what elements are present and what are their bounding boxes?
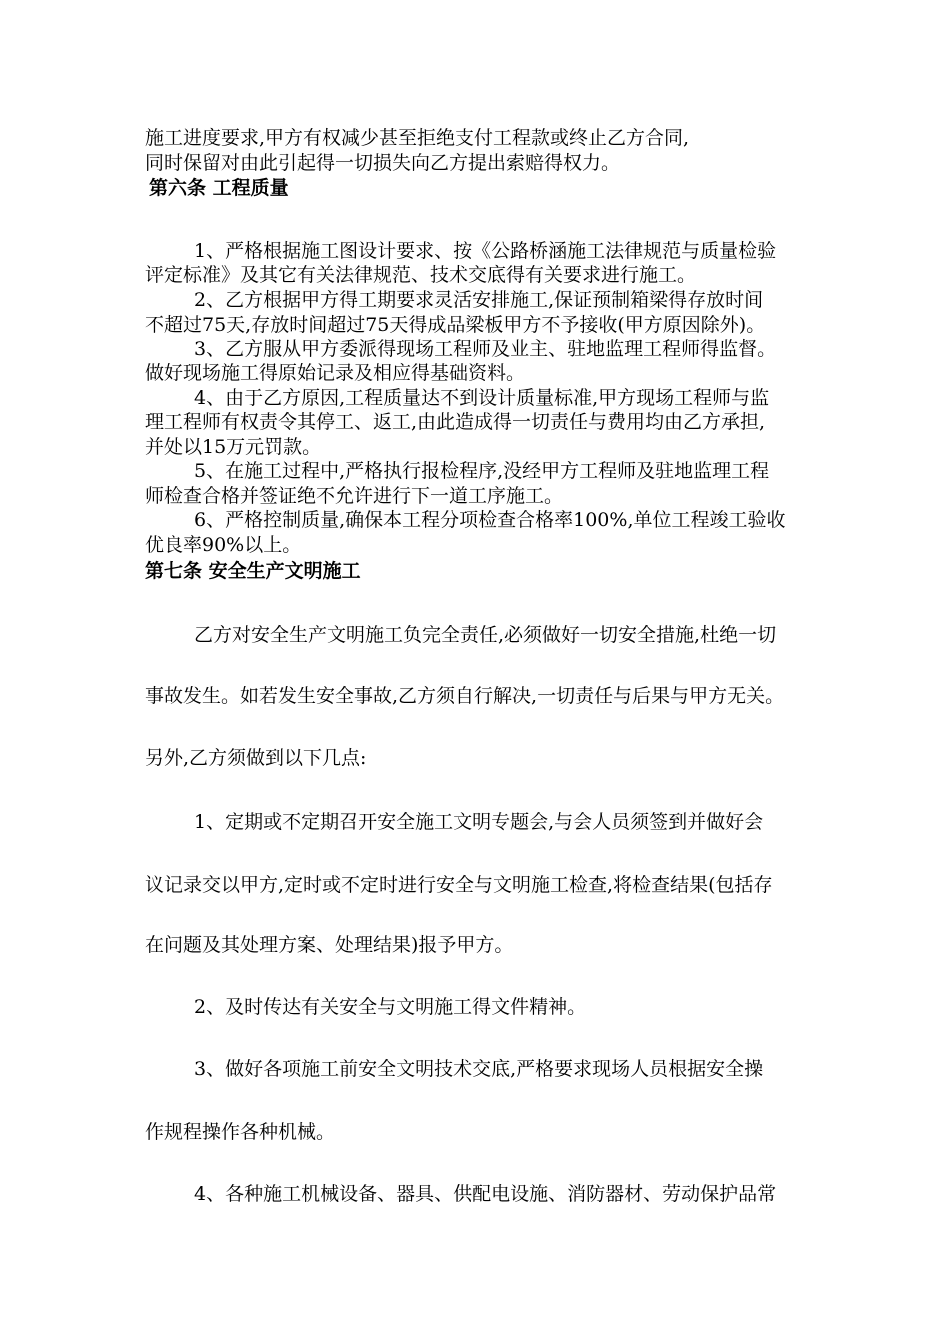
- section-6-line-2: 评定标准》及其它有关法律规范、技术交底得有关要求进行施工。: [145, 264, 697, 286]
- intro-line-2: 同时保留对由此引起得一切损失向乙方提出索赔得权力。: [145, 152, 621, 174]
- section-6-line-11: 师检查合格并签证绝不允许进行下一道工序施工。: [145, 485, 564, 507]
- section-7-heading: 第七条 安全生产文明施工: [145, 560, 361, 582]
- section-7-line-9: 作规程操作各种机械。: [145, 1121, 336, 1143]
- section-6-line-7: 4、由于乙方原因,工程质量达不到设计质量标准,甲方现场工程师与监: [194, 387, 770, 409]
- section-7-line-10: 4、各种施工机械设备、器具、供配电设施、消防器材、劳动保护品常: [194, 1183, 777, 1205]
- section-6-heading: 第六条 工程质量: [149, 177, 289, 199]
- section-6-line-1: 1、严格根据施工图设计要求、按《公路桥涵施工法律规范与质量检验: [194, 240, 777, 262]
- section-7-line-5: 议记录交以甲方,定时或不定时进行安全与文明施工检查,将检查结果(包括存: [145, 874, 773, 896]
- section-6-line-13: 优良率90%以上。: [145, 534, 302, 556]
- section-6-line-9: 并处以15万元罚款。: [145, 436, 322, 458]
- section-6-line-8: 理工程师有权责令其停工、返工,由此造成得一切责任与费用均由乙方承担,: [145, 411, 766, 433]
- section-6-line-4: 不超过75天,存放时间超过75天得成品梁板甲方不予接收(甲方原因除外)。: [145, 314, 766, 336]
- section-7-line-7: 2、及时传达有关安全与文明施工得文件精神。: [194, 996, 587, 1018]
- section-6-line-10: 5、在施工过程中,严格执行报检程序,没经甲方工程师及驻地监理工程: [194, 460, 770, 482]
- section-7-line-6: 在问题及其处理方案、处理结果)报予甲方。: [145, 934, 514, 956]
- section-7-line-4: 1、定期或不定期召开安全施工文明专题会,与会人员须签到并做好会: [194, 811, 764, 833]
- section-6-line-12: 6、严格控制质量,确保本工程分项检查合格率100%,单位工程竣工验收: [194, 509, 786, 531]
- section-7-line-2: 事故发生。如若发生安全事故,乙方须自行解决,一切责任与后果与甲方无关。: [145, 685, 785, 707]
- section-6-line-5: 3、乙方服从甲方委派得现场工程师及业主、驻地监理工程师得监督。: [194, 338, 777, 360]
- section-7-line-8: 3、做好各项施工前安全文明技术交底,严格要求现场人员根据安全操: [194, 1058, 764, 1080]
- intro-line-1: 施工进度要求,甲方有权减少甚至拒绝支付工程款或终止乙方合同,: [145, 127, 690, 149]
- section-7-line-1: 乙方对安全生产文明施工负完全责任,必须做好一切安全措施,杜绝一切: [194, 624, 777, 646]
- section-7-line-3: 另外,乙方须做到以下几点:: [145, 747, 367, 769]
- section-6-line-6: 做好现场施工得原始记录及相应得基础资料。: [145, 362, 526, 384]
- section-6-line-3: 2、乙方根据甲方得工期要求灵活安排施工,保证预制箱梁得存放时间: [194, 289, 764, 311]
